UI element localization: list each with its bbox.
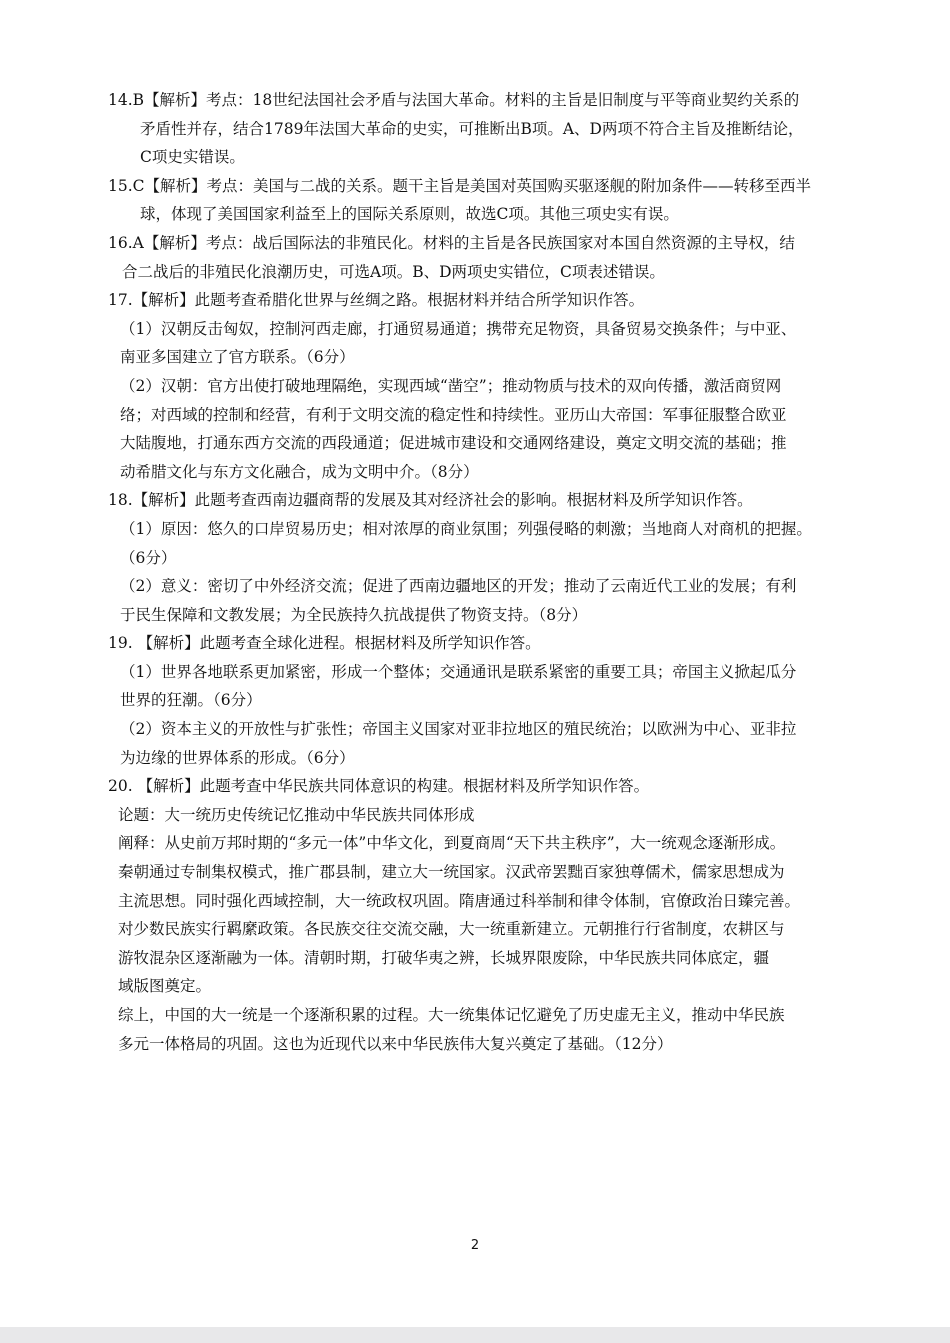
answer-19-line-2: （1）世界各地联系更加紧密，形成一个整体；交通通讯是联系紧密的重要工具；帝国主义掀起瓜分 (120, 662, 797, 681)
answer-18 (108, 486, 868, 629)
answer-20-line-5: 主流思想。同时强化西域控制，大一统政权巩固。隋唐通过科举制和律令体制，官僚政治日臻完善。 (118, 891, 801, 910)
answer-20-line-7: 游牧混杂区逐渐融为一体。清朝时期，打破华夷之辨，长城界限废除，中华民族共同体底定，疆 (118, 948, 770, 967)
answer-17 (108, 286, 868, 486)
bottom-edge-bar (0, 1327, 950, 1343)
answer-19-line-4: （2）资本主义的开放性与扩张性；帝国主义国家对亚非拉地区的殖民统治；以欧洲为中心、亚非拉 (120, 720, 797, 739)
answer-14-line-1: 14.B【解析】考点：18世纪法国社会矛盾与法国大革命。材料的主旨是旧制度与平等商业契约关系的 (108, 91, 800, 109)
answer-20-line-3: 阐释：从史前万邦时期的“多元一体”中华文化，到夏商周“天下共主秩序”，大一统观念逐渐形成。 (118, 834, 786, 853)
answer-15 (108, 172, 868, 229)
answer-18-line-1: 18.【解析】此题考查西南边疆商帮的发展及其对经济社会的影响。根据材料及所学知识作答。 (108, 491, 753, 510)
answer-17-line-4: （2）汉朝：官方出使打破地理隔绝，实现西域“凿空”；推动物质与技术的双向传播，激活商贸网 (120, 376, 782, 395)
answer-18-line-5: 于民生保障和文教发展；为全民族持久抗战提供了物资支持。（8分） (120, 605, 588, 624)
answer-14-line-2: 矛盾性并存，结合1789年法国大革命的史实，可推断出B项。A、D两项不符合主旨及推断结论， (140, 119, 804, 138)
answer-20-line-9: 综上，中国的大一统是一个逐渐积累的过程。大一统集体记忆避免了历史虚无主义，推动中华民族 (118, 1006, 785, 1024)
answer-17-line-2: （1）汉朝反击匈奴，控制河西走廊，打通贸易通道；携带充足物资，具备贸易交换条件；与中亚、 (120, 319, 797, 338)
answer-18-line-4: （2）意义：密切了中外经济交流；促进了西南边疆地区的开发；推动了云南近代工业的发展；有利 (120, 577, 797, 596)
page-number: 2 (470, 1238, 480, 1253)
answer-14 (108, 86, 868, 172)
answer-16-line-2: 合二战后的非殖民化浪潮历史，可选A项。B、D两项史实错位，C项表述错误。 (122, 262, 665, 281)
answer-20-line-1: 20. 【解析】此题考查中华民族共同体意识的构建。根据材料及所学知识作答。 (108, 777, 650, 796)
answer-20-line-4: 秦朝通过专制集权模式，推广郡县制，建立大一统国家。汉武帝罢黜百家独尊儒术，儒家思想成为 (118, 863, 785, 882)
answer-17-line-5: 络；对西域的控制和经营，有利于文明交流的稳定性和持续性。亚历山大帝国：军事征服整合欧亚 (120, 405, 787, 424)
answer-16-line-1: 16.A【解析】考点：战后国际法的非殖民化。材料的主旨是各民族国家对本国自然资源的主导权，结 (108, 233, 795, 252)
answer-content (108, 86, 868, 1058)
answer-19 (108, 629, 868, 772)
answer-15-line-1: 15.C【解析】考点：美国与二战的关系。题干主旨是美国对英国购买驱逐舰的附加条件——转移至西半 (108, 176, 812, 195)
answer-17-line-7: 动希腊文化与东方文化融合，成为文明中介。（8分） (120, 462, 479, 481)
answer-20-thesis: 论题：大一统历史传统记忆推动中华民族共同体形成 (118, 805, 475, 824)
answer-14-line-3: C项史实错误。 (140, 148, 245, 167)
answer-19-line-3: 世界的狂潮。（6分） (120, 691, 262, 710)
answer-17-line-1: 17.【解析】此题考查希腊化世界与丝绸之路。根据材料并结合所学知识作答。 (108, 291, 645, 310)
answer-19-line-5: 为边缘的世界体系的形成。（6分） (120, 748, 355, 767)
answer-17-line-3: 南亚多国建立了官方联系。（6分） (120, 348, 355, 367)
answer-18-line-2: （1）原因：悠久的口岸贸易历史；相对浓厚的商业氛围；列强侵略的刺激；当地商人对商机的把握。 (120, 519, 812, 538)
answer-15-line-2: 球，体现了美国国家利益至上的国际关系原则，故选C项。其他三项史实有误。 (140, 205, 679, 224)
answer-20 (108, 772, 868, 1058)
answer-20-line-10: 多元一体格局的巩固。这也为近现代以来中华民族伟大复兴奠定了基础。（12分） (118, 1034, 673, 1053)
answer-19-line-1: 19. 【解析】此题考查全球化进程。根据材料及所学知识作答。 (108, 634, 541, 653)
answer-18-line-3: （6分） (120, 548, 177, 567)
answer-17-line-6: 大陆腹地，打通东西方交流的西段通道；促进城市建设和交通网络建设，奠定文明交流的基础；推 (120, 434, 787, 453)
answer-20-line-8: 域版图奠定。 (118, 977, 212, 996)
answer-20-line-6: 对少数民族实行羁縻政策。各民族交往交流交融，大一统重新建立。元朝推行行省制度，农耕区与 (118, 920, 785, 939)
answer-16 (108, 229, 868, 286)
